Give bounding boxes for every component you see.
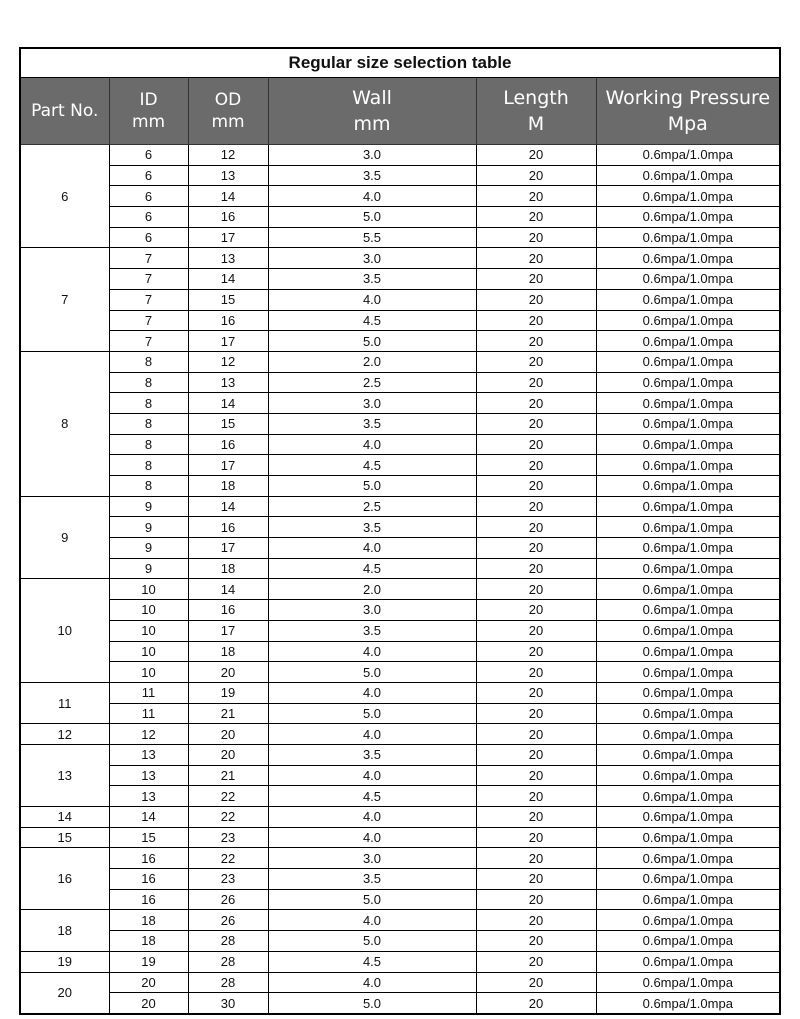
od-cell: 16 [188, 434, 268, 455]
length-cell: 20 [476, 951, 596, 972]
table-row [20, 145, 780, 166]
part-no-cell: 8 [20, 351, 109, 496]
header-row [20, 78, 780, 145]
wall-cell: 4.0 [268, 827, 476, 848]
id-cell: 9 [109, 538, 188, 559]
od-cell: 20 [188, 724, 268, 745]
length-cell: 20 [476, 289, 596, 310]
length-cell: 20 [476, 186, 596, 207]
length-cell: 20 [476, 579, 596, 600]
wall-cell: 4.5 [268, 455, 476, 476]
table-row [20, 972, 780, 993]
length-cell: 20 [476, 827, 596, 848]
part-no-cell: 10 [20, 579, 109, 682]
pressure-cell: 0.6mpa/1.0mpa [596, 889, 780, 910]
table-row [20, 682, 780, 703]
table-row [20, 931, 780, 952]
pressure-cell: 0.6mpa/1.0mpa [596, 786, 780, 807]
od-cell: 22 [188, 807, 268, 828]
length-cell: 20 [476, 807, 596, 828]
length-cell: 20 [476, 972, 596, 993]
table-row [20, 786, 780, 807]
part-no-cell: 14 [20, 807, 109, 828]
length-cell: 20 [476, 724, 596, 745]
pressure-cell: 0.6mpa/1.0mpa [596, 434, 780, 455]
table-row [20, 289, 780, 310]
od-cell: 17 [188, 620, 268, 641]
od-cell: 12 [188, 145, 268, 166]
pressure-cell: 0.6mpa/1.0mpa [596, 579, 780, 600]
length-cell: 20 [476, 538, 596, 559]
od-cell: 22 [188, 848, 268, 869]
table-row [20, 641, 780, 662]
id-cell: 10 [109, 620, 188, 641]
wall-cell: 4.0 [268, 186, 476, 207]
id-cell: 7 [109, 289, 188, 310]
id-cell: 6 [109, 186, 188, 207]
od-cell: 28 [188, 951, 268, 972]
od-cell: 17 [188, 455, 268, 476]
table-row [20, 600, 780, 621]
table-row [20, 558, 780, 579]
pressure-cell: 0.6mpa/1.0mpa [596, 517, 780, 538]
id-cell: 13 [109, 765, 188, 786]
od-cell: 28 [188, 972, 268, 993]
header-pressure-label: Working Pressure [605, 87, 771, 109]
table-row [20, 227, 780, 248]
od-cell: 18 [188, 476, 268, 497]
table-row [20, 186, 780, 207]
pressure-cell: 0.6mpa/1.0mpa [596, 827, 780, 848]
length-cell: 20 [476, 682, 596, 703]
id-cell: 14 [109, 807, 188, 828]
pressure-cell: 0.6mpa/1.0mpa [596, 289, 780, 310]
table-row [20, 517, 780, 538]
wall-cell: 4.0 [268, 289, 476, 310]
wall-cell: 4.5 [268, 558, 476, 579]
table-row [20, 207, 780, 228]
id-cell: 13 [109, 744, 188, 765]
id-cell: 20 [109, 972, 188, 993]
part-no-cell: 11 [20, 682, 109, 723]
header-length-unit: M [527, 113, 545, 135]
id-cell: 18 [109, 931, 188, 952]
pressure-cell: 0.6mpa/1.0mpa [596, 538, 780, 559]
id-cell: 8 [109, 372, 188, 393]
wall-cell: 2.5 [268, 496, 476, 517]
part-no-cell: 12 [20, 724, 109, 745]
pressure-cell: 0.6mpa/1.0mpa [596, 641, 780, 662]
pressure-cell: 0.6mpa/1.0mpa [596, 476, 780, 497]
part-no-cell: 6 [20, 145, 109, 248]
length-cell: 20 [476, 889, 596, 910]
length-cell: 20 [476, 145, 596, 166]
id-cell: 8 [109, 434, 188, 455]
length-cell: 20 [476, 641, 596, 662]
table-title: Regular size selection table [20, 48, 780, 78]
pressure-cell: 0.6mpa/1.0mpa [596, 765, 780, 786]
id-cell: 9 [109, 517, 188, 538]
length-cell: 20 [476, 517, 596, 538]
pressure-cell: 0.6mpa/1.0mpa [596, 310, 780, 331]
pressure-cell: 0.6mpa/1.0mpa [596, 372, 780, 393]
table-row [20, 372, 780, 393]
pressure-cell: 0.6mpa/1.0mpa [596, 869, 780, 890]
id-cell: 10 [109, 600, 188, 621]
length-cell: 20 [476, 744, 596, 765]
wall-cell: 3.5 [268, 620, 476, 641]
length-cell: 20 [476, 393, 596, 414]
part-no-cell: 15 [20, 827, 109, 848]
table-row [20, 331, 780, 352]
length-cell: 20 [476, 786, 596, 807]
length-cell: 20 [476, 413, 596, 434]
wall-cell: 5.0 [268, 931, 476, 952]
wall-cell: 2.0 [268, 579, 476, 600]
pressure-cell: 0.6mpa/1.0mpa [596, 600, 780, 621]
id-cell: 11 [109, 703, 188, 724]
length-cell: 20 [476, 351, 596, 372]
length-cell: 20 [476, 455, 596, 476]
table-row [20, 869, 780, 890]
id-cell: 7 [109, 310, 188, 331]
id-cell: 6 [109, 165, 188, 186]
size-selection-table-wrapper [19, 47, 779, 1015]
pressure-cell: 0.6mpa/1.0mpa [596, 165, 780, 186]
od-cell: 28 [188, 931, 268, 952]
table-row [20, 951, 780, 972]
id-cell: 7 [109, 248, 188, 269]
wall-cell: 5.0 [268, 889, 476, 910]
wall-cell: 3.5 [268, 517, 476, 538]
pressure-cell: 0.6mpa/1.0mpa [596, 455, 780, 476]
wall-cell: 5.0 [268, 662, 476, 683]
length-cell: 20 [476, 434, 596, 455]
pressure-cell: 0.6mpa/1.0mpa [596, 951, 780, 972]
table-row [20, 910, 780, 931]
od-cell: 18 [188, 558, 268, 579]
length-cell: 20 [476, 476, 596, 497]
table-row [20, 703, 780, 724]
od-cell: 16 [188, 517, 268, 538]
pressure-cell: 0.6mpa/1.0mpa [596, 910, 780, 931]
pressure-cell: 0.6mpa/1.0mpa [596, 703, 780, 724]
id-cell: 8 [109, 476, 188, 497]
pressure-cell: 0.6mpa/1.0mpa [596, 993, 780, 1014]
header-od-label: OD [214, 90, 242, 110]
wall-cell: 4.5 [268, 951, 476, 972]
length-cell: 20 [476, 620, 596, 641]
length-cell: 20 [476, 662, 596, 683]
header-id-label: ID [139, 90, 158, 110]
id-cell: 16 [109, 869, 188, 890]
pressure-cell: 0.6mpa/1.0mpa [596, 186, 780, 207]
od-cell: 14 [188, 393, 268, 414]
pressure-cell: 0.6mpa/1.0mpa [596, 558, 780, 579]
id-cell: 13 [109, 786, 188, 807]
wall-cell: 5.0 [268, 207, 476, 228]
od-cell: 14 [188, 186, 268, 207]
table-row [20, 476, 780, 497]
od-cell: 15 [188, 413, 268, 434]
wall-cell: 4.0 [268, 538, 476, 559]
id-cell: 20 [109, 993, 188, 1014]
pressure-cell: 0.6mpa/1.0mpa [596, 331, 780, 352]
od-cell: 13 [188, 165, 268, 186]
pressure-cell: 0.6mpa/1.0mpa [596, 145, 780, 166]
wall-cell: 3.5 [268, 869, 476, 890]
od-cell: 15 [188, 289, 268, 310]
part-no-cell: 19 [20, 951, 109, 972]
table-row [20, 413, 780, 434]
od-cell: 17 [188, 227, 268, 248]
od-cell: 22 [188, 786, 268, 807]
header-part-no-label: Part No. [31, 101, 99, 121]
id-cell: 16 [109, 848, 188, 869]
table-row [20, 724, 780, 745]
wall-cell: 4.0 [268, 910, 476, 931]
pressure-cell: 0.6mpa/1.0mpa [596, 248, 780, 269]
id-cell: 9 [109, 496, 188, 517]
length-cell: 20 [476, 993, 596, 1014]
pressure-cell: 0.6mpa/1.0mpa [596, 620, 780, 641]
id-cell: 9 [109, 558, 188, 579]
table-row [20, 993, 780, 1014]
header-wall-unit: mm [353, 113, 391, 135]
length-cell: 20 [476, 910, 596, 931]
table-row [20, 248, 780, 269]
od-cell: 20 [188, 662, 268, 683]
od-cell: 23 [188, 827, 268, 848]
length-cell: 20 [476, 765, 596, 786]
id-cell: 6 [109, 145, 188, 166]
wall-cell: 3.0 [268, 393, 476, 414]
wall-cell: 4.5 [268, 310, 476, 331]
wall-cell: 5.5 [268, 227, 476, 248]
id-cell: 10 [109, 579, 188, 600]
length-cell: 20 [476, 227, 596, 248]
header-wall-label: Wall [352, 87, 392, 109]
od-cell: 26 [188, 889, 268, 910]
wall-cell: 5.0 [268, 993, 476, 1014]
table-row [20, 351, 780, 372]
id-cell: 7 [109, 269, 188, 290]
wall-cell: 4.0 [268, 682, 476, 703]
wall-cell: 3.5 [268, 413, 476, 434]
length-cell: 20 [476, 165, 596, 186]
wall-cell: 3.0 [268, 600, 476, 621]
id-cell: 7 [109, 331, 188, 352]
length-cell: 20 [476, 372, 596, 393]
table-row [20, 455, 780, 476]
table-row [20, 827, 780, 848]
table-row [20, 310, 780, 331]
id-cell: 6 [109, 227, 188, 248]
part-no-cell: 20 [20, 972, 109, 1014]
id-cell: 6 [109, 207, 188, 228]
id-cell: 19 [109, 951, 188, 972]
od-cell: 13 [188, 372, 268, 393]
part-no-cell: 7 [20, 248, 109, 351]
header-id-unit: mm [131, 112, 166, 132]
pressure-cell: 0.6mpa/1.0mpa [596, 807, 780, 828]
id-cell: 8 [109, 413, 188, 434]
od-cell: 21 [188, 765, 268, 786]
length-cell: 20 [476, 496, 596, 517]
od-cell: 18 [188, 641, 268, 662]
wall-cell: 5.0 [268, 331, 476, 352]
id-cell: 15 [109, 827, 188, 848]
wall-cell: 2.0 [268, 351, 476, 372]
od-cell: 16 [188, 310, 268, 331]
od-cell: 16 [188, 207, 268, 228]
part-no-cell: 13 [20, 744, 109, 806]
id-cell: 8 [109, 455, 188, 476]
pressure-cell: 0.6mpa/1.0mpa [596, 744, 780, 765]
header-working-pressure [596, 78, 780, 145]
od-cell: 14 [188, 269, 268, 290]
pressure-cell: 0.6mpa/1.0mpa [596, 269, 780, 290]
wall-cell: 3.5 [268, 269, 476, 290]
od-cell: 17 [188, 538, 268, 559]
length-cell: 20 [476, 310, 596, 331]
od-cell: 17 [188, 331, 268, 352]
od-cell: 26 [188, 910, 268, 931]
od-cell: 14 [188, 496, 268, 517]
header-length [476, 78, 596, 145]
part-no-cell: 16 [20, 848, 109, 910]
wall-cell: 4.0 [268, 765, 476, 786]
header-part-no [20, 78, 109, 145]
id-cell: 8 [109, 393, 188, 414]
pressure-cell: 0.6mpa/1.0mpa [596, 227, 780, 248]
pressure-cell: 0.6mpa/1.0mpa [596, 972, 780, 993]
table-row [20, 848, 780, 869]
table-row [20, 579, 780, 600]
table-row [20, 889, 780, 910]
wall-cell: 3.0 [268, 145, 476, 166]
length-cell: 20 [476, 931, 596, 952]
wall-cell: 4.0 [268, 972, 476, 993]
od-cell: 19 [188, 682, 268, 703]
table-row [20, 662, 780, 683]
wall-cell: 4.0 [268, 434, 476, 455]
id-cell: 8 [109, 351, 188, 372]
length-cell: 20 [476, 600, 596, 621]
pressure-cell: 0.6mpa/1.0mpa [596, 662, 780, 683]
pressure-cell: 0.6mpa/1.0mpa [596, 413, 780, 434]
table-row [20, 744, 780, 765]
header-length-label: Length [503, 87, 569, 109]
od-cell: 14 [188, 579, 268, 600]
length-cell: 20 [476, 558, 596, 579]
table-row [20, 538, 780, 559]
pressure-cell: 0.6mpa/1.0mpa [596, 207, 780, 228]
header-od-unit: mm [211, 112, 245, 132]
table-row [20, 434, 780, 455]
length-cell: 20 [476, 848, 596, 869]
header-wall [268, 78, 476, 145]
od-cell: 20 [188, 744, 268, 765]
header-id [109, 78, 188, 145]
pressure-cell: 0.6mpa/1.0mpa [596, 931, 780, 952]
table-row [20, 765, 780, 786]
length-cell: 20 [476, 869, 596, 890]
table-row [20, 620, 780, 641]
pressure-cell: 0.6mpa/1.0mpa [596, 393, 780, 414]
header-od [188, 78, 268, 145]
wall-cell: 4.0 [268, 641, 476, 662]
table-row [20, 807, 780, 828]
wall-cell: 3.0 [268, 248, 476, 269]
id-cell: 10 [109, 641, 188, 662]
wall-cell: 4.0 [268, 807, 476, 828]
size-selection-table [19, 47, 781, 1015]
wall-cell: 3.5 [268, 744, 476, 765]
wall-cell: 5.0 [268, 476, 476, 497]
wall-cell: 2.5 [268, 372, 476, 393]
table-row [20, 496, 780, 517]
od-cell: 12 [188, 351, 268, 372]
wall-cell: 3.5 [268, 165, 476, 186]
od-cell: 16 [188, 600, 268, 621]
table-body [20, 145, 780, 1014]
wall-cell: 4.0 [268, 724, 476, 745]
table-row [20, 393, 780, 414]
id-cell: 16 [109, 889, 188, 910]
table-row [20, 269, 780, 290]
header-pressure-unit: Mpa [667, 113, 708, 135]
wall-cell: 4.5 [268, 786, 476, 807]
id-cell: 18 [109, 910, 188, 931]
od-cell: 23 [188, 869, 268, 890]
table-row [20, 165, 780, 186]
od-cell: 13 [188, 248, 268, 269]
pressure-cell: 0.6mpa/1.0mpa [596, 351, 780, 372]
od-cell: 30 [188, 993, 268, 1014]
length-cell: 20 [476, 269, 596, 290]
pressure-cell: 0.6mpa/1.0mpa [596, 682, 780, 703]
part-no-cell: 18 [20, 910, 109, 951]
pressure-cell: 0.6mpa/1.0mpa [596, 848, 780, 869]
id-cell: 10 [109, 662, 188, 683]
length-cell: 20 [476, 248, 596, 269]
id-cell: 11 [109, 682, 188, 703]
length-cell: 20 [476, 331, 596, 352]
pressure-cell: 0.6mpa/1.0mpa [596, 724, 780, 745]
od-cell: 21 [188, 703, 268, 724]
id-cell: 12 [109, 724, 188, 745]
length-cell: 20 [476, 207, 596, 228]
wall-cell: 5.0 [268, 703, 476, 724]
pressure-cell: 0.6mpa/1.0mpa [596, 496, 780, 517]
length-cell: 20 [476, 703, 596, 724]
part-no-cell: 9 [20, 496, 109, 579]
wall-cell: 3.0 [268, 848, 476, 869]
